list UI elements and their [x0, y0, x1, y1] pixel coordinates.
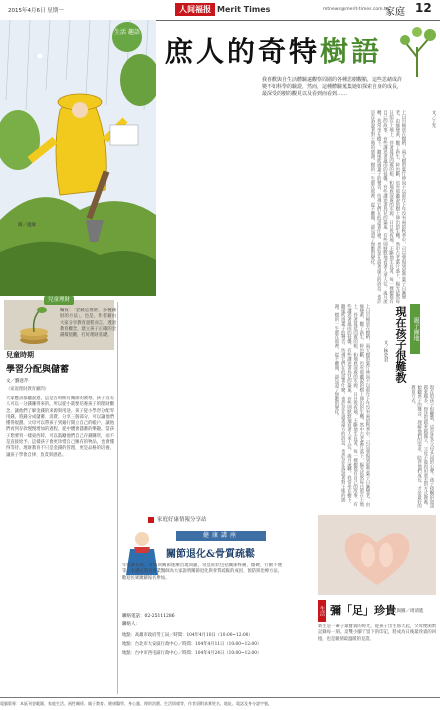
- lecture-phone: [122, 613, 175, 619]
- banner-square-icon: [148, 517, 154, 523]
- lecture-banner-text: 家庭好康情報分享站: [157, 517, 207, 523]
- lecture-intro: 年紀漸長後，骨骼與關節逐漸出現問題，常見症狀包括關節疼痛、僵硬、行動不便等。本講座邀請專業醫師為大家說明關節退化與骨質疏鬆的成因、預防與治療方法，歡迎民眾踴躍報名參加。: [122, 563, 282, 581]
- photo-story-title: 彌「足」珍貴: [330, 604, 396, 617]
- lecture-title: 關節退化&骨質疏鬆: [166, 549, 256, 560]
- column-body: 大家應該都聽說過，這是古時候有關節的教導，孩子沒有人可以一分錢賺得來的。所以從小就要培養孩子的理財觀念，讓他們了解金錢的來源與用途。孩子從小學習分配零用錢，將錢分成儲蓄、消費、分享三個部分，可以讓他們懂得規劃。父母可以帶孩子到銀行開立自己的帳戶，讓他們看到存款慢慢增加的過程，從中體會儲蓄的樂趣。當孩子想要買一樣東西時，可以鼓勵他們自己存錢購買，而不是直接給予。這樣孩子會更珍惜自己擁有的物品，也會懂得等待。理財教育不只是金錢的管理，更是品格的培養，讓孩子學會自律、負責與感恩。: [6, 396, 114, 458]
- right-column-title: 現在孩子很難教: [394, 306, 407, 383]
- photo-story-label: 生活: [318, 600, 326, 622]
- tree-icon: [395, 22, 440, 77]
- baby-feet-photo: [318, 515, 436, 595]
- column-title: 學習分配與儲蓄: [6, 365, 70, 375]
- lecture-sessions: [122, 631, 262, 658]
- lecture-banner: [118, 515, 314, 525]
- section-badge: 生活 趣語: [112, 22, 142, 52]
- phone-number[interactable]: 02-25111286: [144, 614, 175, 619]
- feature-title: [165, 30, 382, 70]
- feature-illustration: [0, 20, 156, 296]
- image-credit: 圖／邊緣: [18, 223, 36, 228]
- baby-feet-heart-image: [318, 515, 436, 595]
- lecture-host: 聯絡人：: [122, 622, 140, 627]
- page-number: 12: [415, 1, 432, 15]
- session-item: 地點：台中市西屯區行政中心／時間：104年4月24日（10:00~12:00）: [122, 651, 262, 656]
- editor-note: 編按：「金錢是理財、多種錢財的方法」，也是，作者藉由大家分享教育過程而言，透過教育觀念，建立孩子正確的金錢價值觀，打好理財基礎。: [60, 308, 116, 339]
- newspaper-logo: 人间福报: [175, 3, 215, 16]
- photo-story-body: 新生是一輩子最寶貴的時光，從孩子出生那天起，父母便開始記錄每一刻。這雙小腳丫留下的印記，將成為日後最珍貴的回憶，也是親情最溫暖的見證。: [318, 624, 436, 642]
- column-label: 兒童理財: [44, 296, 74, 305]
- feature-title-main: 庶人的奇特: [165, 35, 321, 68]
- section-name: 家庭: [385, 7, 405, 18]
- feature-title-accent: 樹語: [320, 35, 383, 68]
- issue-date: 2015年4月6日 星期一: [8, 8, 64, 14]
- lecture-box: [118, 515, 314, 685]
- feature-author: 文／丁光: [431, 110, 436, 128]
- phone-label: 聯絡電話：: [122, 614, 145, 619]
- right-column-body: 現在的孩子很難教，這是許多父母共同的心聲。孩子接觸的資訊越來越多，想法也越來越獨立，父母不能再用過去的方式教養。傾聽孩子的聲音，理解他們的需求，陪伴他們成長，才是最好的教育方式。: [410, 385, 434, 509]
- newspaper-logo-en: Merit Times: [217, 5, 271, 14]
- session-item: 地點：高雄市政府勞工局／時間：104年4月10日（10:00~12:00）: [122, 633, 253, 638]
- page-footer: 電腦版專：本區刊登範圍，家庭生活、兩性關係、親子教育、健康醫學、身心靈、理財消費、生活情報等，作者須附真實姓名、地址、電話及身分證字號。: [0, 697, 440, 710]
- right-column-label: 親子園地: [410, 304, 420, 354]
- feature-deck: 我喜歡與自生活體驗遠觀察周圍的各種思樹觀點，這些思緒成許變不如科學的驗證，然而，這種體驗蒐集她如探索自身的成長，最深受的樹的觀見以及看到而看到……: [262, 77, 403, 97]
- man-in-raincoat-illustration: [0, 20, 156, 296]
- contact-email: mtnews@merit-times.com.tw: [323, 7, 390, 12]
- column-author: 文／劉意芹: [6, 379, 29, 384]
- session-item: 地點：台北市大安區行政中心／時間：104年4月11日（10:00~12:00）: [122, 642, 262, 647]
- page-header: [0, 0, 440, 21]
- right-column-author: 文／林奕君: [383, 340, 388, 362]
- middle-article-body: 上目吊桶放在樹梢，兩天樹的葉片伸向不以那年下年沒有兩的秋季中，可以發現到那些葉子日漸變老，由綠變黃，觀了新生、幹也斷，也有那聽說的樹上伸出的生機。然中古老葉片落下，陽光依然每日照在土地上，伴著蔓延四處的根，和地底深處的水源，日日夜夜地，不斷地生長著。每一棵樹都有自己的故事，有些講述著風雨的侵襲，有些講述著鳥兒的築巢，有些則默默地看著人來人往，歲月流轉。我常坐在樹下，聽風吹過葉子的聲音，彷彿它們在低語著什麼。也許是在說著遠方的消息，也許是在訴說著對土地的感謝。樹的一生都在那裡，從不離開，卻見證了無數的變化。: [333, 304, 370, 507]
- column-author-note: （家庭理財教育顧問）: [6, 387, 49, 392]
- column-heading: 兒童時期: [6, 350, 34, 359]
- photo-story-credit: 文與圖／周清進: [392, 609, 424, 614]
- feature-body: 上目吊桶放在樹梢，兩天樹的葉片伸向不以那年下年沒有兩的秋季中，可以發現到那些葉子日漸變老，由綠變黃，觀了新生、幹也斷，也有那聽說的樹上伸出的生機。然中古老葉片落下，陽光依然每日照在土地上，伴著蔓延四處的根，和地底深處的水源，日日夜夜地，不斷地生長著。每一棵樹都有自己的故事，有些講述著風雨的侵襲，有些講述著鳥兒的築巢，有些則默默地看著人來人往，歲月流轉。我常坐在樹下，聽風吹過葉子的聲音，彷彿它們在低語著什麼。也許是在說著遠方的消息，也許是在訴說著對土地的感謝。樹的一生都在那裡，從不離開，卻見證了無數的變化。: [369, 110, 406, 304]
- lecture-topic-label: 健康講座: [176, 531, 266, 541]
